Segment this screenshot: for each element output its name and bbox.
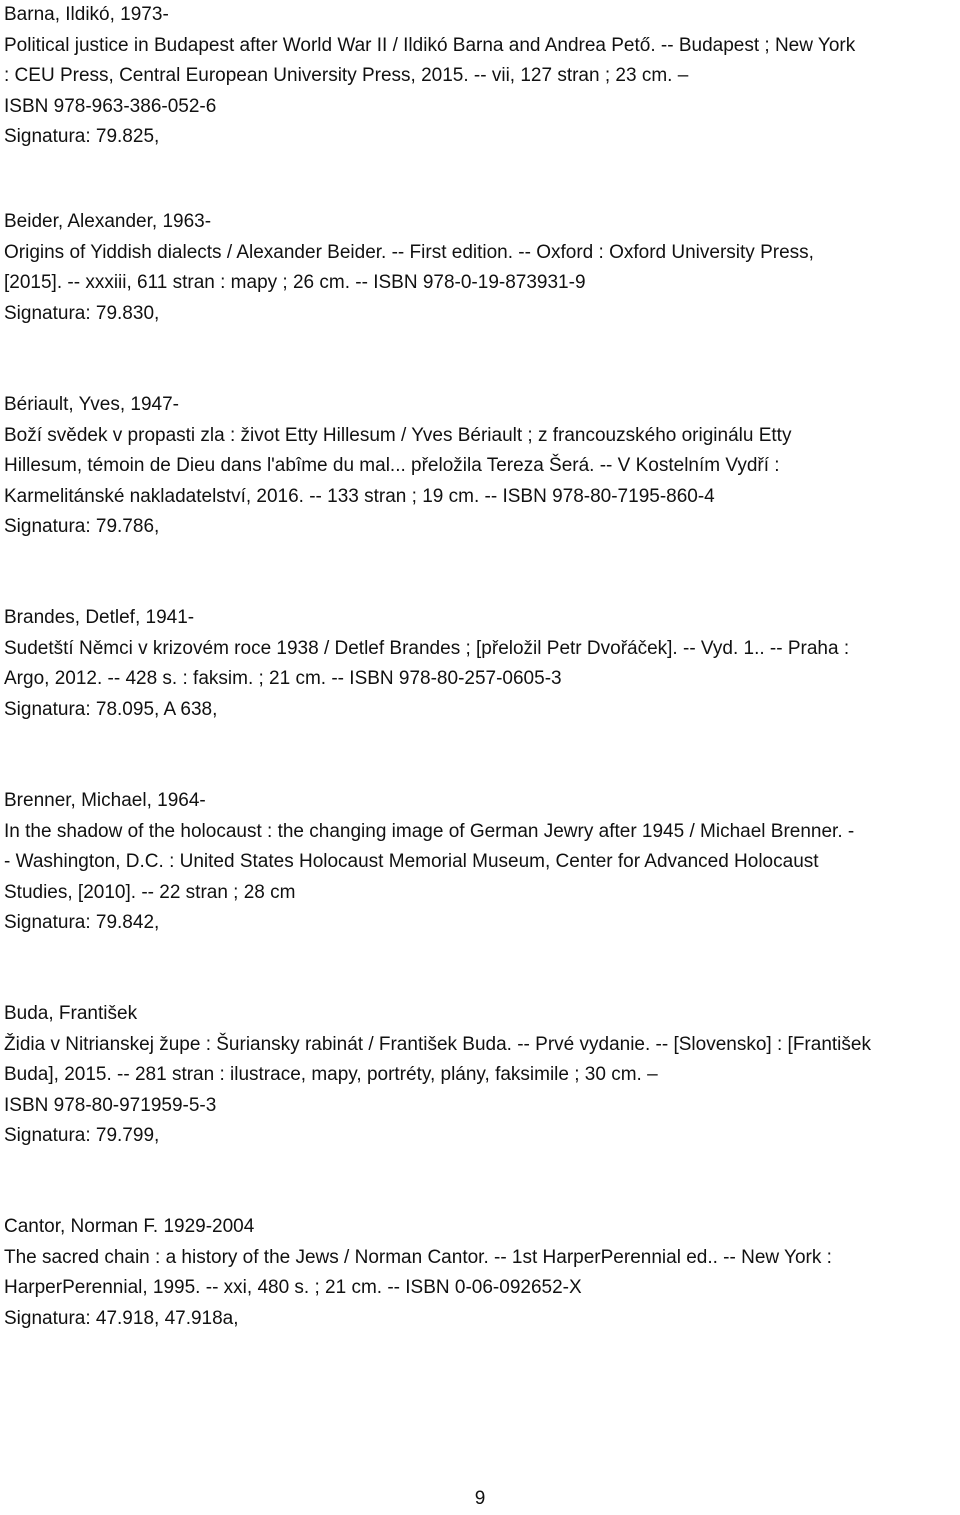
- catalog-entry-buda: [4, 999, 958, 1152]
- catalog-entry-beider: [4, 207, 958, 329]
- entry-signatura: Signatura: 79.830,: [4, 302, 160, 324]
- entry-line: Karmelitánské nakladatelství, 2016. -- 133 stran ; 19 cm. -- ISBN 978-80-7195-860-4: [4, 485, 715, 507]
- entry-line: Argo, 2012. -- 428 s. : faksim. ; 21 cm. -- ISBN 978-80-257-0605-3: [4, 668, 562, 690]
- entry-line: Boží svědek v propasti zla : život Etty Hillesum / Yves Bériault ; z francouzského originálu Etty: [4, 424, 792, 446]
- entry-line: Buda], 2015. -- 281 stran : ilustrace, mapy, portréty, plány, faksimile ; 30 cm. –: [4, 1064, 658, 1086]
- entry-line: : CEU Press, Central European University Press, 2015. -- vii, 127 stran ; 23 cm. –: [4, 65, 689, 87]
- entry-line: Studies, [2010]. -- 22 stran ; 28 cm: [4, 881, 296, 903]
- entry-line: Hillesum, témoin de Dieu dans l'abîme du mal... přeložila Tereza Šerá. -- V Kostelním Vydří :: [4, 455, 780, 477]
- entry-line: Sudetští Němci v krizovém roce 1938 / Detlef Brandes ; [přeložil Petr Dvořáček]. -- Vyd. 1.. -- Praha :: [4, 637, 850, 659]
- entry-signatura: Signatura: 79.825,: [4, 126, 160, 148]
- entry-line: In the shadow of the holocaust : the changing image of German Jewry after 1945 / Michael Brenner. -: [4, 820, 855, 842]
- entry-line: The sacred chain : a history of the Jews / Norman Cantor. -- 1st HarperPerennial ed.. -- New York :: [4, 1246, 832, 1268]
- entry-signatura: Signatura: 47.918, 47.918a,: [4, 1307, 239, 1329]
- entry-line: Židia v Nitrianskej župe : Šuriansky rabinát / František Buda. -- Prvé vydanie. -- [Slovensko] : [František: [4, 1033, 871, 1055]
- entry-author: Buda, František: [4, 1003, 138, 1024]
- catalog-entry-brandes: [4, 603, 958, 725]
- entry-signatura: Signatura: 78.095, A 638,: [4, 698, 218, 720]
- entry-line: [2015]. -- xxxiii, 611 stran : mapy ; 26 cm. -- ISBN 978-0-19-873931-9: [4, 272, 586, 294]
- entry-author: Cantor, Norman F. 1929-2004: [4, 1216, 255, 1237]
- catalog-entry-cantor: [4, 1212, 958, 1334]
- entry-line: Origins of Yiddish dialects / Alexander Beider. -- First edition. -- Oxford : Oxford University Press,: [4, 241, 814, 263]
- page-number: 9: [474, 1488, 486, 1509]
- entry-line: Political justice in Budapest after World War II / Ildikó Barna and Andrea Pető. -- Budapest ; New York: [4, 34, 856, 56]
- catalog-entry-brenner: [4, 786, 958, 939]
- entry-author: Brenner, Michael, 1964-: [4, 790, 206, 811]
- entry-isbn: ISBN 978-80-971959-5-3: [4, 1094, 217, 1116]
- entry-author: Brandes, Detlef, 1941-: [4, 607, 195, 628]
- entry-author: Barna, Ildikó, 1973-: [4, 4, 169, 25]
- catalog-entry-barna: [4, 0, 958, 153]
- entry-signatura: Signatura: 79.842,: [4, 912, 160, 934]
- entry-line: HarperPerennial, 1995. -- xxi, 480 s. ; 21 cm. -- ISBN 0-06-092652-X: [4, 1277, 582, 1299]
- entry-author: Beider, Alexander, 1963-: [4, 211, 212, 232]
- entry-signatura: Signatura: 79.786,: [4, 516, 160, 538]
- entry-isbn: ISBN 978-963-386-052-6: [4, 95, 217, 117]
- entry-line: - Washington, D.C. : United States Holocaust Memorial Museum, Center for Advanced Holocaust: [4, 851, 819, 873]
- catalog-entry-beriault: [4, 390, 958, 543]
- entry-author: Bériault, Yves, 1947-: [4, 394, 179, 415]
- entry-signatura: Signatura: 79.799,: [4, 1125, 160, 1147]
